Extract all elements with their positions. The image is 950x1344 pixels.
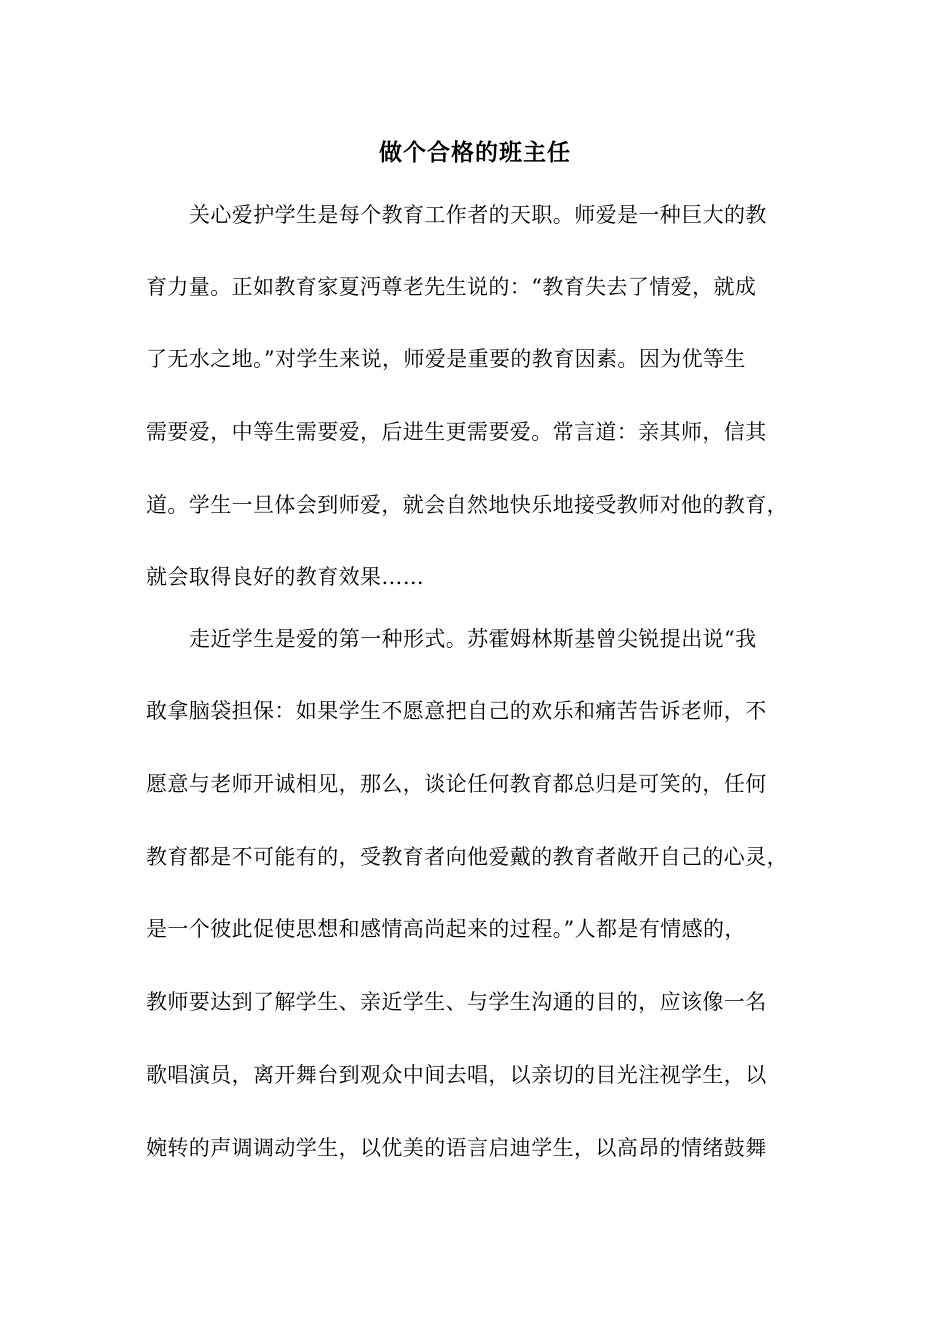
paragraph-1-line-3: 了无水之地。”对学生来说，师爱是重要的教育因素。因为优等生 <box>146 347 746 371</box>
paragraph-1-line-1: 关心爱护学生是每个教育工作者的天职。师爱是一种巨大的教 <box>189 203 767 227</box>
paragraph-2-line-6: 教师要达到了解学生、亲近学生、与学生沟通的目的，应该像一名 <box>146 990 767 1014</box>
paragraph-2-line-7: 歌唱演员，离开舞台到观众中间去唱，以亲切的目光注视学生，以 <box>146 1063 767 1087</box>
paragraph-2-line-8: 婉转的声调调动学生，以优美的语言启迪学生，以高昂的情绪鼓舞 <box>146 1136 767 1160</box>
paragraph-2-line-5: 是一个彼此促使思想和感情高尚起来的过程。”人都是有情感的， <box>146 917 746 941</box>
page-title: 做个合格的班主任 <box>379 139 571 166</box>
paragraph-1-line-2: 育力量。正如教育家夏沔尊老先生说的：“教育失去了情爱，就成 <box>146 275 757 299</box>
paragraph-2-line-3: 愿意与老师开诚相见，那么，谈论任何教育都总归是可笑的，任何 <box>146 772 767 796</box>
paragraph-2-line-4: 教育都是不可能有的，受教育者向他爱戴的教育者敞开自己的心灵， <box>146 845 788 869</box>
paragraph-2-line-2: 敢拿脑袋担保：如果学生不愿意把自己的欢乐和痛苦告诉老师，不 <box>146 699 767 723</box>
paragraph-1-line-6: 就会取得良好的教育效果…… <box>146 565 425 589</box>
paragraph-1-line-5: 道。学生一旦体会到师爱，就会自然地快乐地接受教师对他的教育， <box>146 493 788 517</box>
paragraph-2-line-1: 走近学生是爱的第一种形式。苏霍姆林斯基曾尖锐提出说“我 <box>189 627 757 651</box>
paragraph-1-line-4: 需要爱，中等生需要爱，后进生更需要爱。常言道：亲其师，信其 <box>146 420 767 444</box>
